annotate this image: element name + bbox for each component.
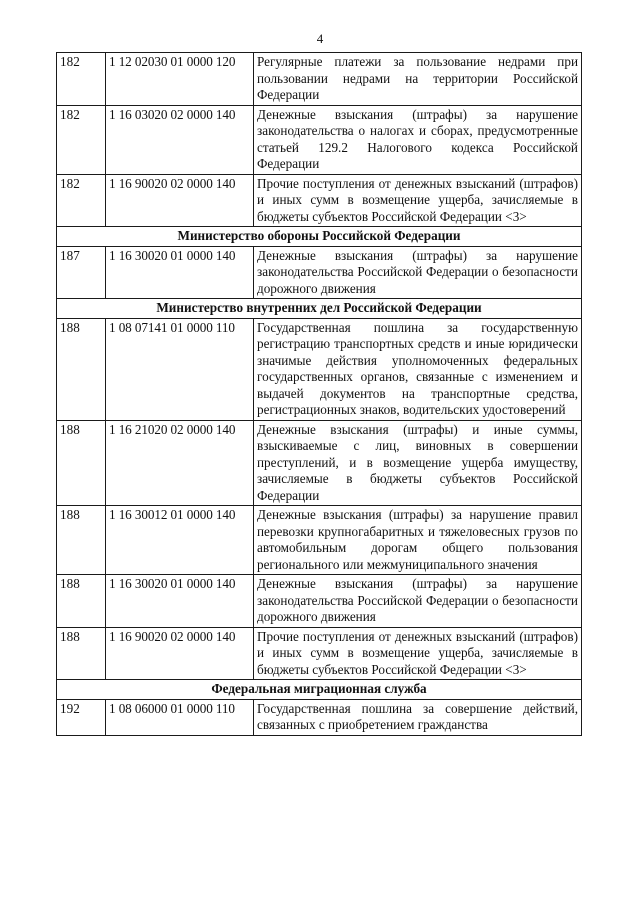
admin-code-cell: 187: [57, 246, 106, 299]
description-cell: Прочие поступления от денежных взысканий (штрафов) и иных сумм в возмещение ущерба, зачисляемые в бюджеты субъектов Российской Федерации <3>: [254, 174, 582, 227]
budget-code-cell: 1 16 90020 02 0000 140: [106, 174, 254, 227]
table-row: [57, 699, 582, 735]
section-title: Министерство внутренних дел Российской Федерации: [57, 299, 582, 319]
budget-code-cell: 1 16 30020 01 0000 140: [106, 246, 254, 299]
admin-code-cell: 188: [57, 318, 106, 420]
description-cell: Прочие поступления от денежных взысканий (штрафов) и иных сумм в возмещение ущерба, зачисляемые в бюджеты субъектов Российской Федерации <3>: [254, 627, 582, 680]
budget-code-cell: 1 16 90020 02 0000 140: [106, 627, 254, 680]
budget-code-cell: 1 08 06000 01 0000 110: [106, 699, 254, 735]
section-header-row: [57, 299, 582, 319]
table-row: [57, 318, 582, 420]
budget-code-cell: 1 16 03020 02 0000 140: [106, 105, 254, 174]
admin-code-cell: 188: [57, 420, 106, 506]
budget-code-cell: 1 08 07141 01 0000 110: [106, 318, 254, 420]
admin-code-cell: 192: [57, 699, 106, 735]
table-row: [57, 420, 582, 506]
description-cell: Денежные взыскания (штрафы) и иные суммы, взыскиваемые с лиц, виновных в совершении преступлений, и в возмещение ущерба имуществу, зачисляемые в бюджеты субъектов Российской Федерации: [254, 420, 582, 506]
budget-classification-table: [56, 52, 582, 736]
description-cell: Государственная пошлина за совершение действий, связанных с приобретением гражданства: [254, 699, 582, 735]
description-cell: Регулярные платежи за пользование недрами при пользовании недрами на территории Российской Федерации: [254, 53, 582, 106]
table-row: [57, 174, 582, 227]
table-row: [57, 575, 582, 628]
description-cell: Денежные взыскания (штрафы) за нарушение законодательства Российской Федерации о безопасности дорожного движения: [254, 575, 582, 628]
admin-code-cell: 182: [57, 53, 106, 106]
budget-code-cell: 1 12 02030 01 0000 120: [106, 53, 254, 106]
budget-code-cell: 1 16 30020 01 0000 140: [106, 575, 254, 628]
admin-code-cell: 188: [57, 627, 106, 680]
budget-code-cell: 1 16 21020 02 0000 140: [106, 420, 254, 506]
table-row: [57, 506, 582, 575]
table-row: [57, 246, 582, 299]
admin-code-cell: 188: [57, 575, 106, 628]
description-cell: Денежные взыскания (штрафы) за нарушение правил перевозки крупногабаритных и тяжеловесных грузов по автомобильным дорогам общего пользования регионального или межмуниципального значения: [254, 506, 582, 575]
table-row: [57, 627, 582, 680]
admin-code-cell: 182: [57, 174, 106, 227]
table-row: [57, 105, 582, 174]
section-header-row: [57, 680, 582, 700]
section-header-row: [57, 227, 582, 247]
description-cell: Государственная пошлина за государственную регистрацию транспортных средств и иные юридически значимые действия уполномоченных федеральных государственных органов, связанные с изменением и выдачей документов на транспортные средства, регистрационных знаков, водительских удостоверений: [254, 318, 582, 420]
admin-code-cell: 188: [57, 506, 106, 575]
section-title: Министерство обороны Российской Федерации: [57, 227, 582, 247]
description-cell: Денежные взыскания (штрафы) за нарушение законодательства о налогах и сборах, предусмотренные статьей 129.2 Налогового кодекса Российской Федерации: [254, 105, 582, 174]
page-number: 4: [316, 31, 324, 46]
section-title: Федеральная миграционная служба: [57, 680, 582, 700]
admin-code-cell: 182: [57, 105, 106, 174]
table-body: [57, 53, 582, 736]
description-cell: Денежные взыскания (штрафы) за нарушение законодательства Российской Федерации о безопасности дорожного движения: [254, 246, 582, 299]
table-row: [57, 53, 582, 106]
budget-code-cell: 1 16 30012 01 0000 140: [106, 506, 254, 575]
